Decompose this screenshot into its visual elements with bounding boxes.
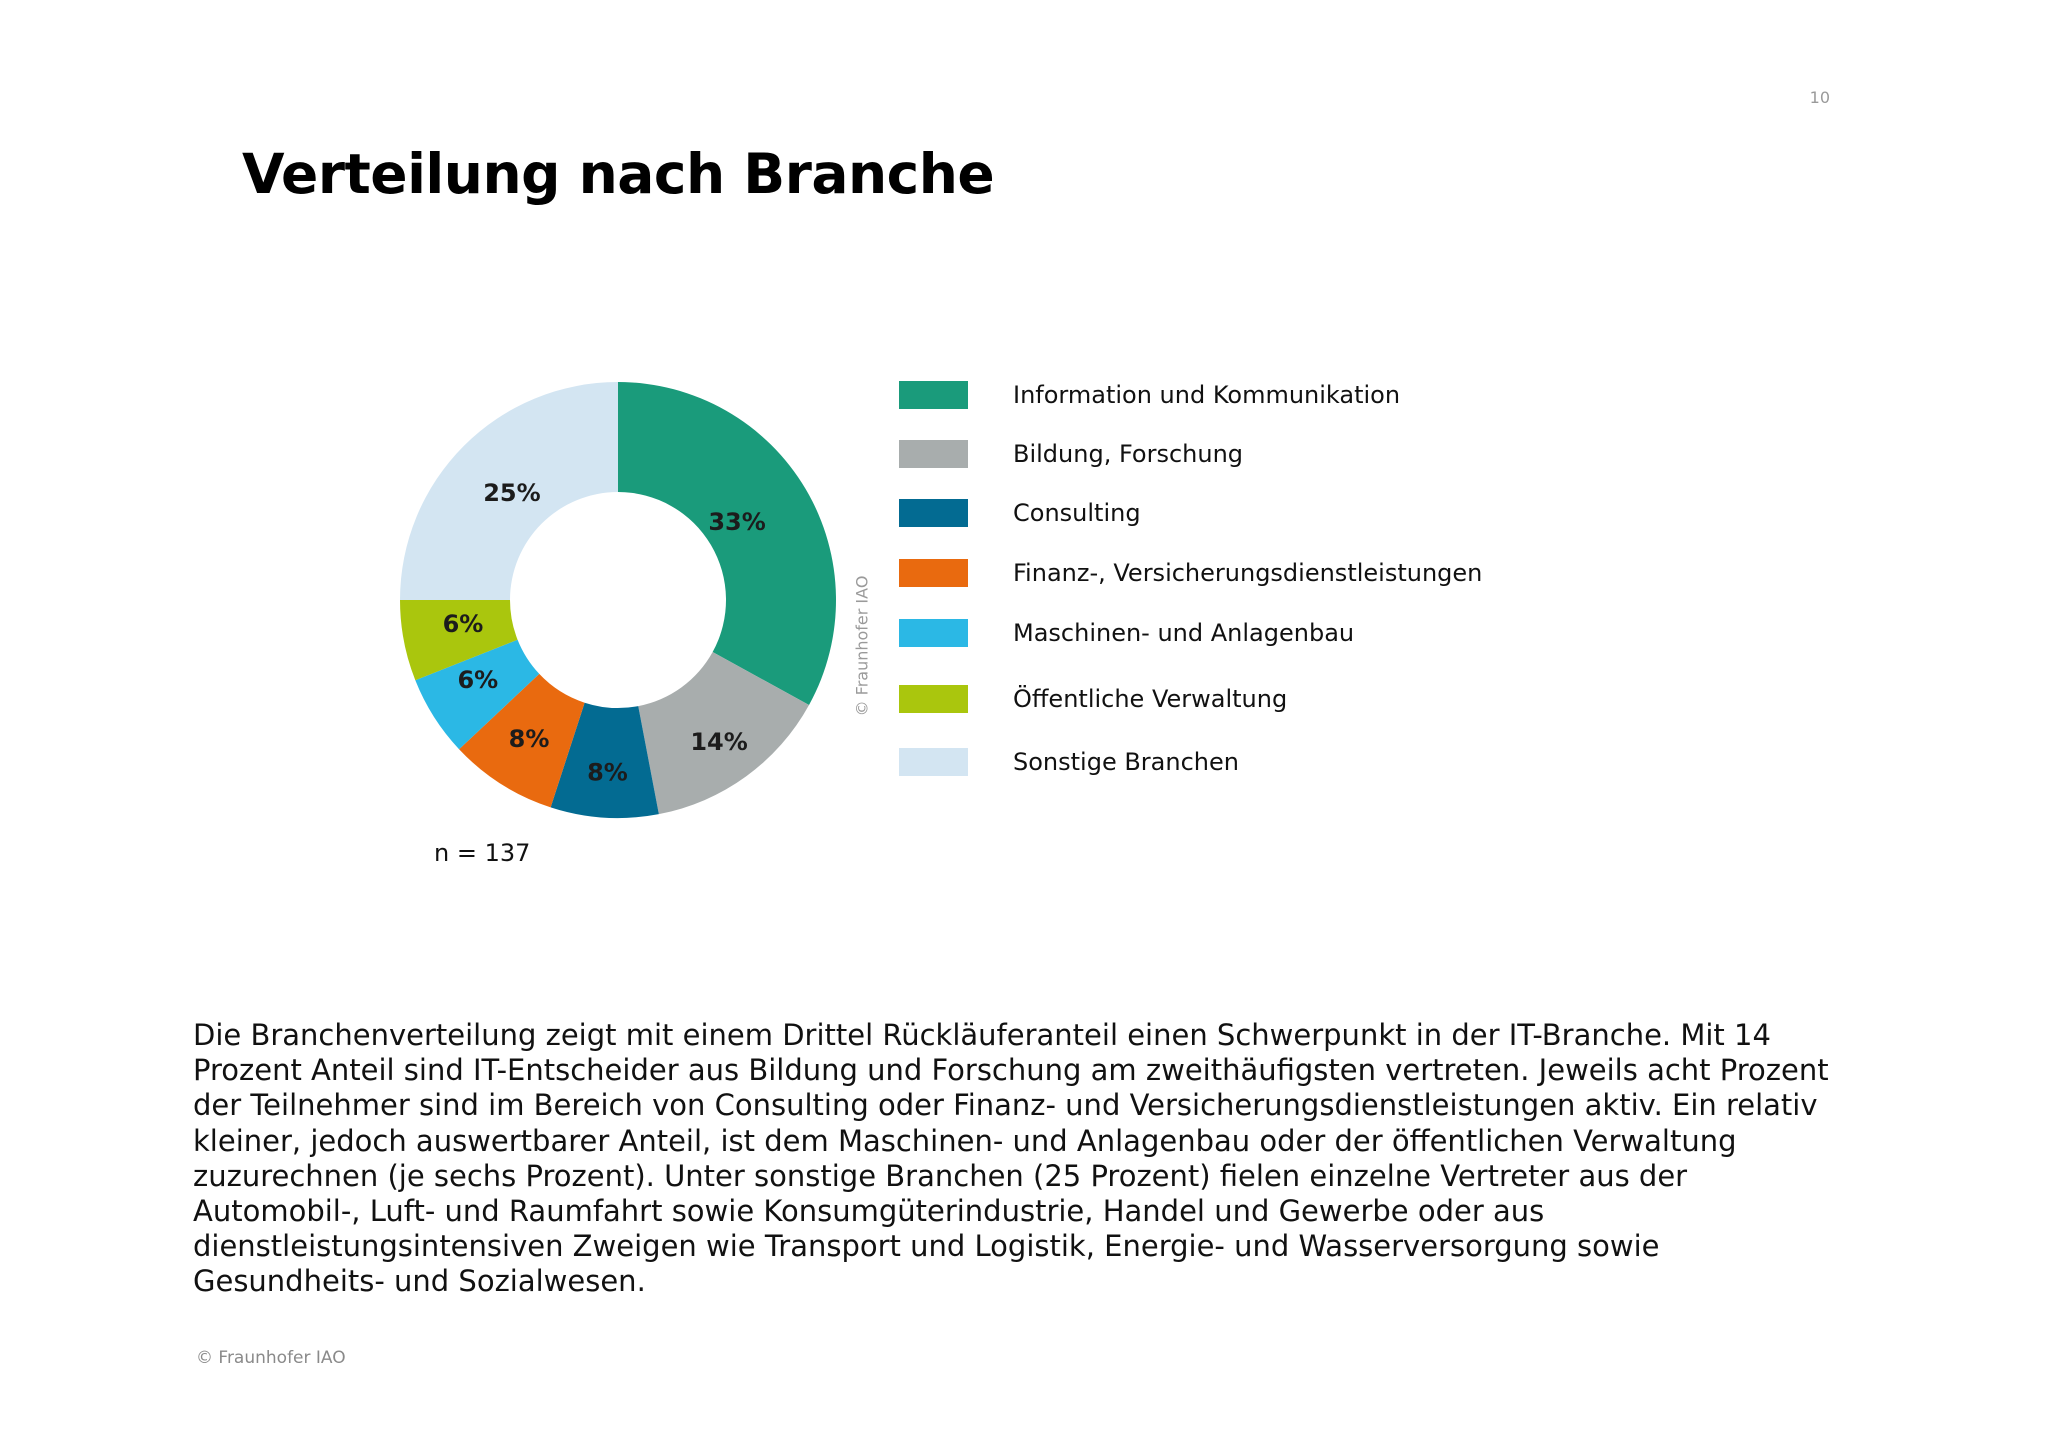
footer-copyright: © Fraunhofer IAO — [196, 1348, 346, 1368]
legend-item-consulting — [898, 498, 1518, 528]
legend-swatch — [899, 499, 968, 527]
slice-label-finanz-versicherungsdienstleistungen: 8% — [508, 725, 550, 754]
donut-slices — [400, 382, 836, 818]
legend-label: Finanz-, Versicherungsdienstleistungen — [1013, 559, 1483, 587]
slice-label-information-und-kommunikation: 33% — [708, 507, 766, 536]
legend-item-bildung-forschung — [898, 439, 1518, 469]
chart-legend — [898, 374, 1518, 784]
legend-swatch — [899, 381, 968, 409]
legend-label: Maschinen- und Anlagenbau — [1013, 619, 1355, 647]
legend-swatch — [899, 748, 968, 776]
legend-swatch — [899, 440, 968, 468]
page-title: Verteilung nach Branche — [242, 142, 995, 206]
legend-swatch — [899, 559, 968, 587]
slice-label-oeffentliche-verwaltung: 6% — [442, 610, 484, 639]
slice-label-consulting: 8% — [587, 758, 628, 787]
legend-item-information-und-kommunikation — [898, 380, 1518, 410]
legend-label: Sonstige Branchen — [1013, 748, 1239, 776]
legend-swatch — [899, 619, 968, 647]
legend-label: Information und Kommunikation — [1013, 381, 1401, 409]
legend-label: Bildung, Forschung — [1013, 440, 1244, 468]
legend-label: Consulting — [1013, 499, 1141, 527]
legend-label: Öffentliche Verwaltung — [1013, 685, 1288, 713]
page-number: 10 — [1809, 88, 1830, 107]
legend-item-sonstige-branchen — [898, 747, 1518, 777]
description-paragraph: Die Branchenverteilung zeigt mit einem Drittel Rückläuferanteil einen Schwerpunkt in der IT-Branche. Mit 14 Prozent Anteil sind IT-Entscheider aus Bildung und Forschung am zweithäufigsten vertreten. Jeweils acht Prozent der Teilnehmer sind im Bereich von Consulting oder Finanz- und Versicherungsdienstleistungen aktiv. Ein relativ kleiner, jedoch auswertbarer Anteil, ist dem Maschinen- und Anlagenbau oder der öffentlichen Verwaltung zuzurechnen (je sechs Prozent). Unter sonstige Branchen (25 Prozent) fielen einzelne Vertreter aus der Automobil-, Luft- und Raumfahrt sowie Konsumgüterindustrie, Handel und Gewerbe oder aus dienstleistungsintensiven Zweigen wie Transport und Logistik, Energie- und Wasserversorgung sowie Gesundheits- und Sozialwesen. — [193, 1018, 1829, 1299]
donut-chart — [380, 360, 860, 840]
legend-item-oeffentliche-verwaltung — [898, 684, 1518, 714]
legend-item-maschinen-und-anlagenbau — [898, 618, 1518, 648]
slice-label-maschinen-und-anlagenbau: 6% — [457, 665, 499, 694]
legend-swatch — [899, 685, 968, 713]
sample-size-note: n = 137 — [434, 839, 531, 867]
slice-label-bildung-forschung: 14% — [690, 728, 748, 757]
chart-watermark: © Fraunhofer IAO — [852, 575, 872, 717]
slice-label-sonstige-branchen: 25% — [483, 478, 541, 507]
legend-item-finanz-versicherungsdienstleistungen — [898, 558, 1518, 588]
slice-information-und-kommunikation — [618, 382, 836, 705]
